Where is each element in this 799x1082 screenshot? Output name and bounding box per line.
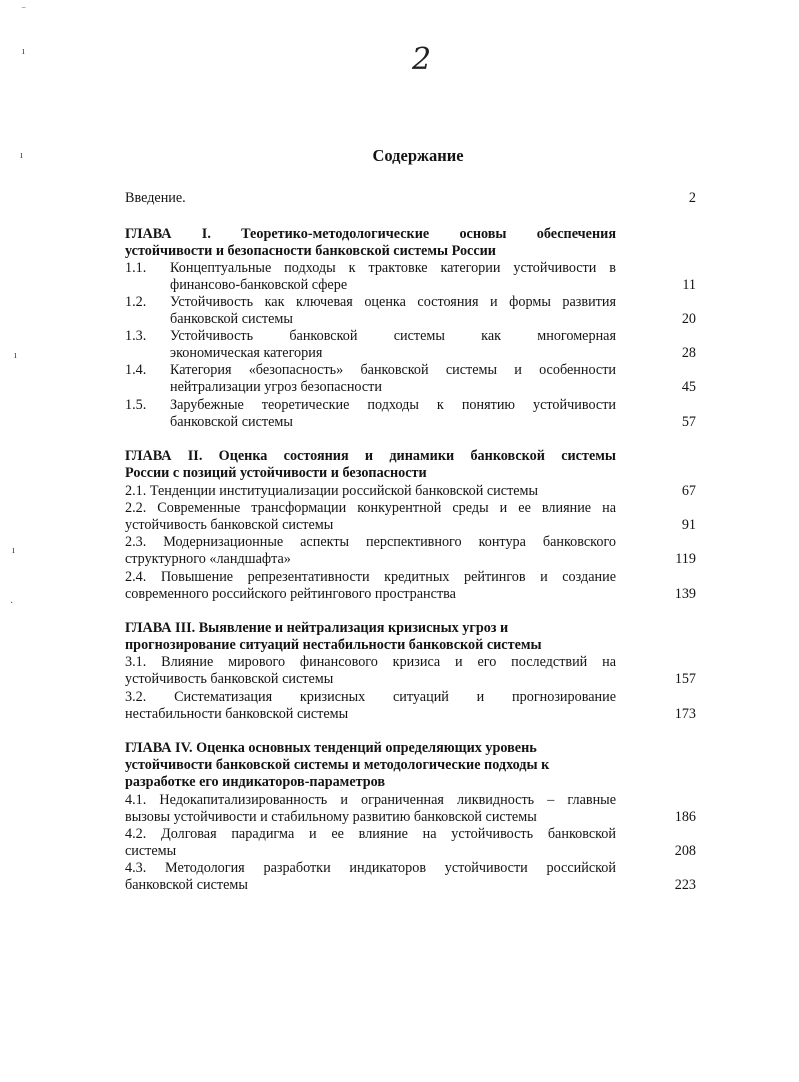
chapter-heading: ГЛАВА II. Оценка состояния и динамики банковской системы xyxy=(125,448,616,464)
toc-page-number: 11 xyxy=(682,277,696,293)
toc-page-number: 45 xyxy=(681,379,696,395)
toc-page-number: 208 xyxy=(674,843,696,859)
scan-mark: ‾ xyxy=(22,8,26,19)
toc-section-cont: устойчивость банковской системы xyxy=(125,671,334,687)
section-title-cont: банковской системы xyxy=(170,414,293,430)
toc-section: 3.1. Влияние мирового финансового кризиса и его последствий на xyxy=(125,654,616,670)
toc-section-cont: банковской системы xyxy=(125,877,248,893)
toc-section-cont: вызовы устойчивости и стабильному развитию банковской системы xyxy=(125,809,537,825)
chapter-heading: прогнозирование ситуаций нестабильности банковской системы xyxy=(125,637,542,653)
section-title-cont: финансово-банковской сфере xyxy=(170,277,348,293)
page-title: Содержание xyxy=(372,146,464,165)
section-number: 1.1. xyxy=(125,260,147,276)
section-title: Концептуальные подходы к трактовке категории устойчивости в xyxy=(170,260,616,276)
scan-mark: ı xyxy=(20,150,23,161)
toc-section xyxy=(125,397,616,431)
toc-section: 2.1. Тенденции институциализации российской банковской системы xyxy=(125,483,539,499)
toc-section: 3.2. Систематизация кризисных ситуаций и прогнозирование xyxy=(125,689,616,705)
section-number: 1.2. xyxy=(125,294,147,310)
chapter-heading: ГЛАВА IV. Оценка основных тенденций определяющих уровень xyxy=(125,740,537,756)
intro-label: Введение. xyxy=(125,190,186,206)
chapter-heading: разработке его индикаторов-параметров xyxy=(125,774,386,790)
toc-page-number: 119 xyxy=(675,551,696,567)
section-title: Зарубежные теоретические подходы к понятию устойчивости xyxy=(170,397,616,413)
toc-section xyxy=(125,328,616,362)
toc-section-cont: структурного «ландшафта» xyxy=(125,551,291,567)
toc-section xyxy=(125,294,616,328)
toc-section: 2.2. Современные трансформации конкурентной среды и ее влияние на xyxy=(125,500,616,516)
toc-section-cont: системы xyxy=(125,843,177,859)
section-title-cont: нейтрализации угроз безопасности xyxy=(170,379,382,395)
chapter-heading: ГЛАВА I. Теоретико-методологические основы обеспечения xyxy=(125,226,616,242)
toc-section: 4.2. Долговая парадигма и ее влияние на устойчивость банковской xyxy=(125,826,616,842)
chapter-heading: ГЛАВА III. Выявление и нейтрализация кризисных угроз и xyxy=(125,620,509,636)
toc-page-number: 2 xyxy=(688,190,696,206)
chapter-heading: устойчивости и безопасности банковской системы России xyxy=(125,243,496,259)
toc-section xyxy=(125,362,616,396)
section-title-cont: экономическая категория xyxy=(170,345,323,361)
section-title: Устойчивость как ключевая оценка состояния и формы развития xyxy=(170,294,616,310)
handwritten-page-number: 2 xyxy=(412,42,432,77)
toc-page-number: 91 xyxy=(681,517,696,533)
section-title-cont: банковской системы xyxy=(170,311,293,327)
section-number: 1.5. xyxy=(125,397,147,413)
chapter-heading: России с позиций устойчивости и безопасности xyxy=(125,465,427,481)
toc-section: 4.3. Методология разработки индикаторов устойчивости российской xyxy=(125,860,616,876)
toc-section: 4.1. Недокапитализированность и ограниченная ликвидность – главные xyxy=(125,792,616,808)
toc-page-number: 223 xyxy=(674,877,696,893)
scan-mark: · xyxy=(10,598,14,609)
toc-page-number: 157 xyxy=(674,671,696,687)
toc-page-number: 173 xyxy=(674,706,696,722)
toc-intro xyxy=(125,190,616,207)
section-title: Устойчивость банковской системы как многомерная xyxy=(170,328,616,344)
toc-section-cont: современного российского рейтингового пространства xyxy=(125,586,456,602)
scan-mark: ı xyxy=(14,350,17,361)
toc-page-number: 20 xyxy=(681,311,696,327)
toc-page-number: 139 xyxy=(674,586,696,602)
chapter-heading: устойчивости банковской системы и методологические подходы к xyxy=(125,757,550,773)
toc-section xyxy=(125,260,616,294)
scan-mark: ı xyxy=(12,545,15,556)
toc-section-cont: нестабильности банковской системы xyxy=(125,706,349,722)
section-number: 1.3. xyxy=(125,328,147,344)
toc-section-cont: устойчивость банковской системы xyxy=(125,517,334,533)
toc-page-number: 57 xyxy=(681,414,696,430)
toc-section: 2.3. Модернизационные аспекты перспективного контура банковского xyxy=(125,534,616,550)
section-title: Категория «безопасность» банковской системы и особенности xyxy=(170,362,616,378)
toc-section: 2.4. Повышение репрезентативности кредитных рейтингов и создание xyxy=(125,569,616,585)
toc-page-number: 67 xyxy=(681,483,696,499)
toc-page-number: 186 xyxy=(674,809,696,825)
scan-mark: ı xyxy=(22,46,25,57)
toc-page-number: 28 xyxy=(681,345,696,361)
section-number: 1.4. xyxy=(125,362,147,378)
